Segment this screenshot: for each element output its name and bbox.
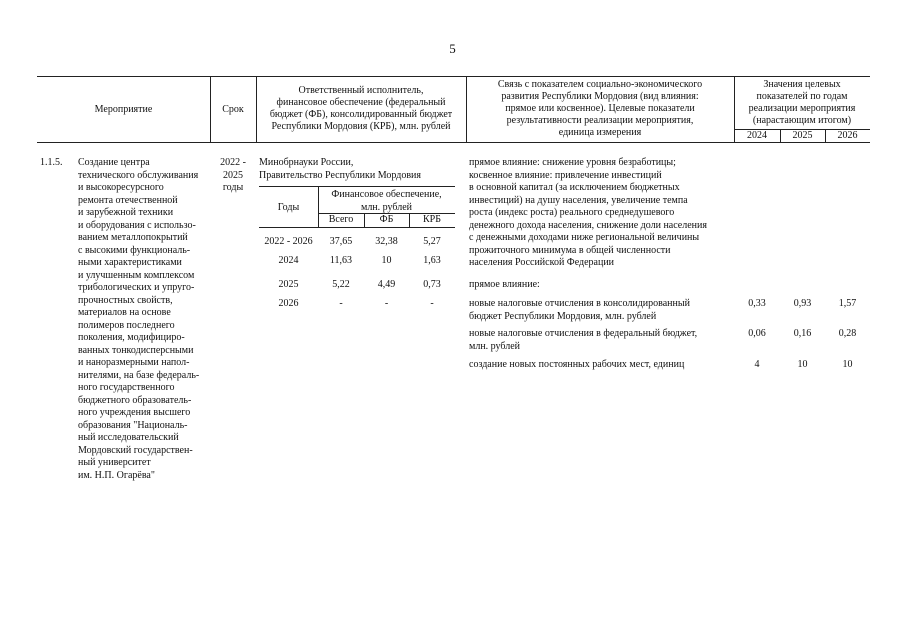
indicator-value-2026: 1,57 — [838, 298, 857, 309]
header-event: Мероприятие — [94, 104, 153, 115]
header-link: Связь с показателем социально-экономического развития Республики Мордовия (вид влияния: прямое или косвенное). Целевые показатели результативности реализации мероприятия, единица измерения — [497, 79, 703, 138]
finance-header-bottom — [259, 227, 455, 228]
finance-row-total: 5,22 — [332, 279, 350, 290]
indicator-value-2025: 10 — [797, 359, 808, 370]
row-number: 1.1.5. — [40, 157, 63, 168]
event-term: 2022 - 2025 годы — [220, 157, 246, 193]
finance-row-year: 2022 - 2026 — [264, 236, 313, 247]
indicator-name: новые налоговые отчисления в консолидированный бюджет Республики Мордовия, млн. рублей — [469, 298, 690, 322]
finance-row-krb: 0,73 — [423, 279, 441, 290]
finance-row-year: 2026 — [278, 298, 299, 309]
indicator-name: новые налоговые отчисления в федеральный бюджет, млн. рублей — [469, 328, 698, 352]
finance-col-krb: КРБ — [423, 214, 441, 225]
finance-row-year: 2024 — [278, 255, 299, 266]
finance-row-total: 37,65 — [329, 236, 353, 247]
indicator-name: создание новых постоянных рабочих мест, единиц — [469, 359, 685, 370]
finance-header: Финансовое обеспечение, млн. рублей — [331, 189, 442, 213]
finance-top-border — [259, 186, 455, 187]
finance-row-krb: - — [430, 298, 434, 309]
finance-row-krb: 1,63 — [423, 255, 441, 266]
finance-col-total: Всего — [328, 214, 354, 225]
indicator-value-2026: 0,28 — [838, 328, 857, 339]
indicator-value-2026: 10 — [842, 359, 853, 370]
header-year-2026: 2026 — [837, 130, 858, 141]
indicator-value-2024: 0,06 — [748, 328, 766, 339]
indicator-value-2024: 0,33 — [748, 298, 766, 309]
header-year-2025: 2025 — [792, 130, 813, 141]
responsible-executors: Минобрнауки России, Правительство Республики Мордовия — [259, 157, 421, 181]
header-values: Значения целевых показателей по годам реализации мероприятия (нарастающим итогом) — [748, 79, 856, 126]
finance-row-krb: 5,27 — [423, 236, 441, 247]
indicator-value-2024: 4 — [754, 359, 760, 370]
finance-row-fb: 32,38 — [375, 236, 398, 247]
finance-row-year: 2025 — [278, 279, 299, 290]
header-year-2024: 2024 — [747, 130, 767, 141]
indicator-value-2025: 0,93 — [793, 298, 812, 309]
header-responsible: Ответственный исполнитель, финансовое обеспечение (федеральный бюджет (ФБ), консолидированный бюджет Республики Мордовия (КРБ), млн. рублей — [269, 85, 453, 132]
header-term: Срок — [222, 104, 244, 115]
finance-row-fb: 10 — [381, 255, 392, 266]
direct-impact-label: прямое влияние: — [469, 279, 540, 290]
finance-col-fb: ФБ — [379, 214, 394, 225]
finance-row-fb: - — [384, 298, 389, 309]
event-description: Создание центра технического обслуживания и высокоресурсного ремонта отечественной и зарубежной техники и оборудования с использо- ванием металлопокрытий с высокими функциональ- ными характеристиками и улучшенным комплексом трибологических и упруго- прочностных свойств, материалов на основе полимеров последнего поколения, модифициро- ванных тонкодисперсными и наноразмерными напол- нителями, на базе федераль- ного государственного бюджетного образователь- ного учреждения высшего образования "Националь- ный исследовательский Мордовский государствен- ный университет им. Н.П. Огарёва" — [78, 157, 200, 481]
finance-years-header: Годы — [277, 202, 300, 213]
page-number: 5 — [449, 41, 456, 56]
finance-row-total: - — [339, 298, 343, 309]
table-top-border — [37, 76, 870, 77]
indicator-value-2025: 0,16 — [793, 328, 812, 339]
finance-row-fb: 4,49 — [377, 279, 396, 290]
finance-row-total: 11,63 — [329, 255, 353, 266]
impact-description: прямое влияние: снижение уровня безработицы; косвенное влияние: привлечение инвестиций в основной капитал (за исключением бюджетных инвестиций) на душу населения, увеличение темпа роста (индекс роста) реального среднедушевого денежного дохода населения, снижение доли населения с денежными доходами ниже региональной величины прожиточного минимума в общей численности населения Российской Федерации — [469, 157, 707, 268]
